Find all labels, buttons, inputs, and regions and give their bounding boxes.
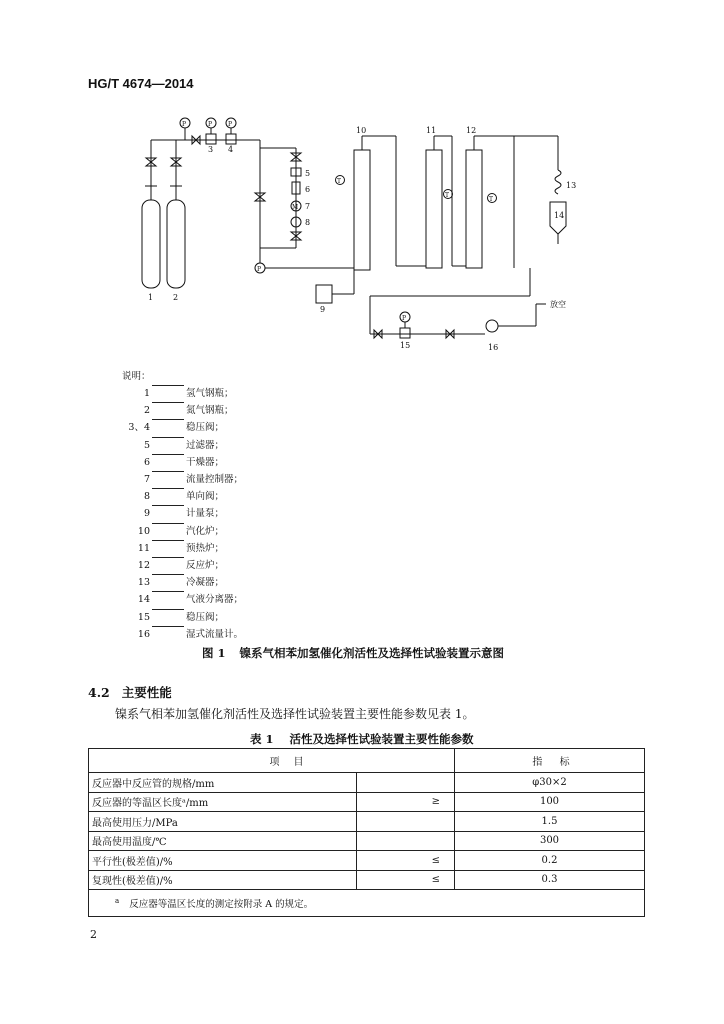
cell-operator — [357, 773, 455, 793]
table-caption — [250, 731, 474, 747]
table-row — [89, 812, 645, 832]
cell-value: 300 — [455, 831, 645, 851]
legend-item: 15 稳压阀； — [108, 609, 243, 626]
performance-table — [88, 748, 645, 917]
section-paragraph: 镍系气相苯加氢催化剂活性及选择性试验装置主要性能参数见表 1。 — [115, 707, 475, 721]
legend-title: 说明： — [122, 371, 151, 382]
label-13: 13 — [566, 181, 577, 190]
cell-value: 0.3 — [455, 870, 645, 890]
label-16: 16 — [488, 343, 499, 352]
legend-item: 16 湿式流量计。 — [108, 626, 243, 643]
section-number: 4.2 — [88, 685, 110, 700]
legend-item: 12 反应炉； — [108, 557, 243, 574]
hydrogen-cylinder — [142, 200, 160, 288]
header-value: 指 标 — [455, 749, 645, 773]
cell-item: 平行性(极差值)/% — [89, 851, 357, 871]
section-title: 主要性能 — [121, 685, 172, 700]
footnote-text: 反应器等温区长度的测定按附录 A 的规定。 — [129, 899, 314, 910]
table-row — [89, 851, 645, 871]
cell-operator: ≤ — [357, 851, 455, 871]
label-4: 4 — [228, 145, 234, 154]
cell-value: 100 — [455, 792, 645, 812]
label-12: 12 — [466, 126, 477, 135]
reactor-furnace — [466, 150, 482, 268]
metering-pump — [316, 285, 332, 303]
vaporizer-furnace — [354, 150, 370, 270]
legend-item: 13 冷凝器； — [108, 574, 243, 591]
gauge-p-label: P — [208, 121, 213, 128]
figure-title: 镍系气相苯加氢催化剂活性及选择性试验装置示意图 — [239, 646, 505, 660]
cell-operator — [357, 831, 455, 851]
vent-label: 放空 — [550, 300, 566, 309]
gauge-p-label: P — [402, 315, 407, 322]
table-row — [89, 792, 645, 812]
flow-m-label: M — [292, 204, 299, 211]
cell-item: 复现性(极差值)/% — [89, 870, 357, 890]
cell-item: 最高使用压力/MPa — [89, 812, 357, 832]
table-row — [89, 831, 645, 851]
label-6: 6 — [305, 185, 311, 194]
legend-item: 10 汽化炉； — [108, 523, 243, 540]
cell-item: 反应器的等温区长度ᵃ/mm — [89, 792, 357, 812]
wet-flow-meter — [486, 320, 498, 332]
page-number: 2 — [90, 928, 97, 941]
regulator-4 — [226, 134, 236, 144]
legend-item: 5 过滤器； — [108, 437, 243, 454]
legend-item: 3、4 稳压阀； — [108, 419, 243, 436]
figure-caption — [202, 645, 504, 661]
table-header-row — [89, 749, 645, 773]
label-5: 5 — [305, 169, 311, 178]
legend-item: 7 流量控制器； — [108, 471, 243, 488]
thermo-t-label: T — [489, 196, 494, 203]
thermo-t-label: T — [337, 178, 342, 185]
legend-item: 8 单向阀； — [108, 488, 243, 505]
gauge-p-label: P — [257, 266, 262, 273]
label-3: 3 — [208, 145, 214, 154]
cell-operator: ≥ — [357, 792, 455, 812]
cell-value: φ30×2 — [455, 773, 645, 793]
document-number: HG/T 4674—2014 — [88, 76, 194, 91]
legend-item: 1 氢气钢瓶； — [108, 385, 243, 402]
legend-item: 11 预热炉； — [108, 540, 243, 557]
table-footnote-row — [89, 890, 645, 917]
cell-value: 0.2 — [455, 851, 645, 871]
label-11: 11 — [426, 126, 437, 135]
table-footnote — [89, 890, 645, 917]
thermo-t-label: T — [445, 192, 450, 199]
preheat-furnace — [426, 150, 442, 268]
table-row — [89, 870, 645, 890]
table-title: 活性及选择性试验装置主要性能参数 — [289, 732, 474, 746]
label-15: 15 — [400, 341, 411, 350]
table-row — [89, 773, 645, 793]
cell-operator — [357, 812, 455, 832]
label-14: 14 — [554, 211, 565, 220]
legend-list — [108, 385, 243, 643]
cell-value: 1.5 — [455, 812, 645, 832]
section-heading — [88, 683, 172, 701]
label-9: 9 — [320, 305, 326, 314]
apparatus-schematic — [100, 108, 580, 358]
cell-item: 反应器中反应管的规格/mm — [89, 773, 357, 793]
legend-item: 6 干燥器； — [108, 454, 243, 471]
footnote-mark: a — [115, 896, 120, 905]
label-8: 8 — [305, 218, 311, 227]
gauge-p-label: P — [182, 121, 187, 128]
cell-operator: ≤ — [357, 870, 455, 890]
legend-item: 2 氮气钢瓶； — [108, 402, 243, 419]
header-item: 项目 — [89, 749, 455, 773]
legend-item: 14 气液分离器； — [108, 591, 243, 608]
gauge-p-label: P — [228, 121, 233, 128]
table-number: 表 1 — [250, 732, 274, 746]
figure-number: 图 1 — [202, 646, 226, 660]
regulator-15 — [400, 328, 410, 338]
legend-item: 9 计量泵； — [108, 505, 243, 522]
cell-item: 最高使用温度/℃ — [89, 831, 357, 851]
regulator-3 — [206, 134, 216, 144]
label-2: 2 — [173, 293, 179, 302]
condenser-coil — [555, 170, 561, 194]
label-1: 1 — [148, 293, 154, 302]
nitrogen-cylinder — [167, 200, 185, 288]
label-7: 7 — [305, 202, 311, 211]
label-10: 10 — [356, 126, 367, 135]
